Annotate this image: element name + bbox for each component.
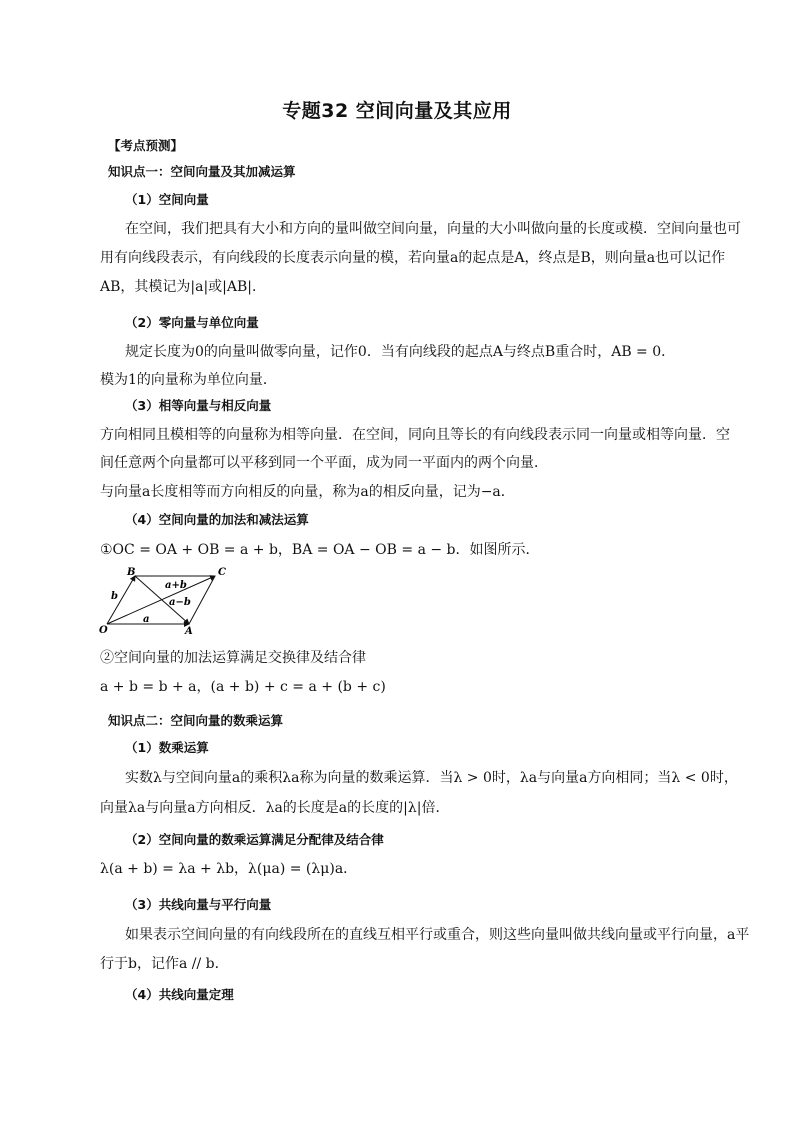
- paragraph-line: 实数λ与空间向量a的乘积λa称为向量的数乘运算．当λ > 0时，λa与向量a方向相同；当λ < 0时，: [125, 770, 738, 786]
- knowledge-point-1-heading: 知识点一：空间向量及其加减运算: [108, 164, 296, 179]
- paragraph-line: 向量λa与向量a方向相反．λa的长度是a的长度的|λ|倍．: [100, 800, 450, 816]
- vector-label-difference: a−b: [169, 597, 191, 608]
- paragraph-line: 与向量a长度相等而方向相反的向量，称为a的相反向量，记为−a．: [100, 484, 515, 500]
- paragraph-line: 规定长度为0的向量叫做零向量，记作0．当有向线段的起点A与终点B重合时，AB = 0．: [125, 344, 676, 360]
- page-title: 专题32 空间向量及其应用: [282, 100, 512, 122]
- subheading-space-vector: （1）空间向量: [125, 192, 209, 207]
- subheading-collinear-parallel: （3）共线向量与平行向量: [125, 897, 272, 912]
- section-heading-forecast: 【考点预测】: [108, 138, 184, 153]
- paragraph-line: 用有向线段表示，有向线段的长度表示向量的模，若向量a的起点是A，终点是B，则向量a也可以记作: [100, 250, 726, 266]
- point-label-b: B: [127, 567, 136, 578]
- subheading-collinear-theorem: （4）共线向量定理: [125, 987, 234, 1002]
- vector-sum-line: [107, 576, 215, 624]
- formula-line: ①OC = OA + OB = a + b，BA = OA − OB = a − b．如图所示．: [100, 542, 540, 558]
- paragraph-line: 如果表示空间向量的有向线段所在的直线互相平行或重合，则这些向量叫做共线向量或平行向量，a平: [125, 927, 750, 943]
- paragraph-line: 行于b，记作a // b．: [100, 956, 229, 972]
- vector-label-a: a: [143, 614, 150, 625]
- point-label-a: A: [185, 626, 193, 636]
- subheading-distributive-associative: （2）空间向量的数乘运算满足分配律及结合律: [125, 832, 384, 847]
- paragraph-line: 在空间，我们把具有大小和方向的量叫做空间向量，向量的大小叫做向量的长度或模．空间向量也可: [125, 221, 741, 237]
- subheading-addition-subtraction: （4）空间向量的加法和减法运算: [125, 512, 309, 527]
- vector-label-sum: a+b: [165, 580, 187, 591]
- subheading-zero-unit-vector: （2）零向量与单位向量: [125, 315, 259, 330]
- paragraph-line: ②空间向量的加法运算满足交换律及结合律: [100, 650, 366, 666]
- paragraph-line: AB，其模记为|a|或|AB|．: [100, 279, 267, 295]
- paragraph-line: 模为1的向量称为单位向量．: [100, 372, 277, 388]
- formula-line: a + b = b + a，(a + b) + c = a + (b + c): [100, 679, 386, 695]
- formula-line: λ(a + b) = λa + λb，λ(μa) = (λμ)a．: [100, 861, 358, 877]
- point-label-o: O: [99, 625, 108, 636]
- paragraph-line: 间任意两个向量都可以平移到同一个平面，成为同一平面内的两个向量．: [100, 455, 548, 471]
- knowledge-point-2-heading: 知识点二：空间向量的数乘运算: [108, 713, 284, 728]
- edge-ac-line: [189, 576, 215, 624]
- paragraph-line: 方向相同且模相等的向量称为相等向量．在空间，同向且等长的有向线段表示同一向量或相等向量．空: [100, 427, 730, 443]
- subheading-equal-opposite-vector: （3）相等向量与相反向量: [125, 398, 272, 413]
- point-label-c: C: [218, 567, 226, 578]
- parallelogram-diagram: [97, 566, 237, 636]
- vector-label-b: b: [111, 591, 118, 602]
- subheading-scalar-multiplication: （1）数乘运算: [125, 740, 209, 755]
